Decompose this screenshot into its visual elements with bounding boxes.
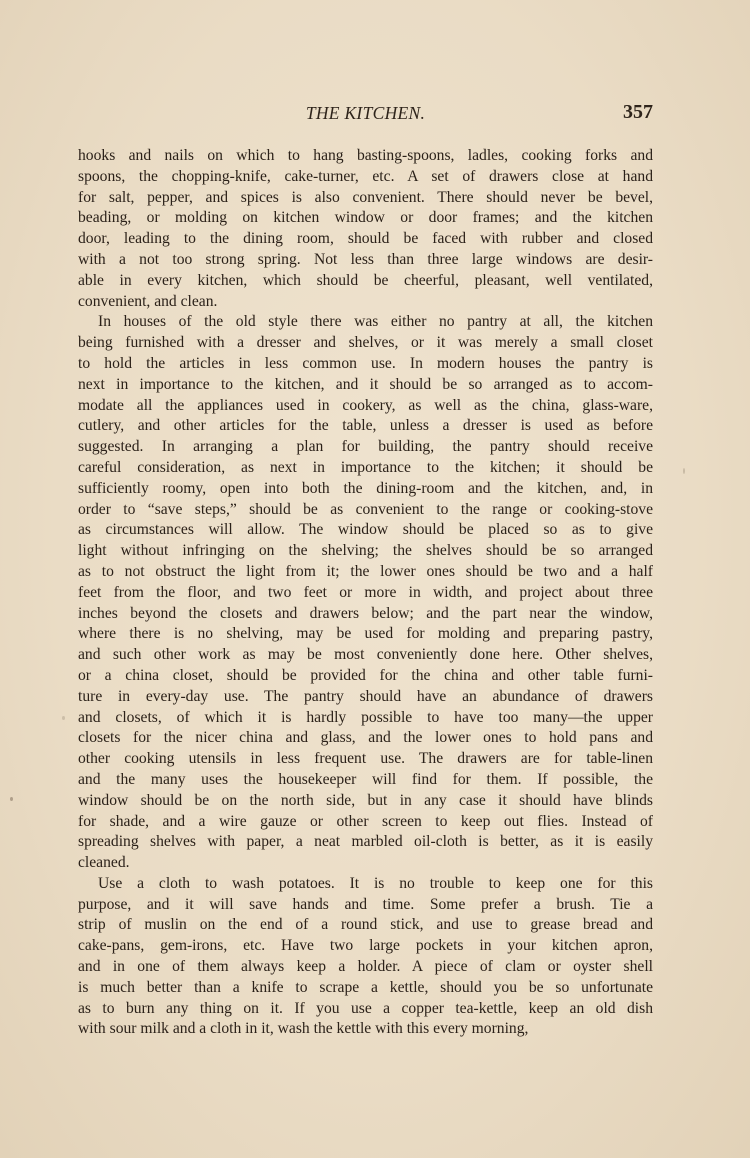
text-line: light without infringing on the shelving; the shelves should be so arranged bbox=[78, 542, 653, 560]
paper-speck bbox=[62, 716, 65, 720]
text-line: being furnished with a dresser and shelves, or it was merely a small closet bbox=[78, 334, 653, 352]
text-line: and in one of them always keep a holder. A piece of clam or oyster shell bbox=[78, 958, 653, 976]
text-line: strip of muslin on the end of a round stick, and use to grease bread and bbox=[78, 916, 653, 934]
page-number: 357 bbox=[623, 101, 653, 123]
text-line: suggested. In arranging a plan for building, the pantry should receive bbox=[78, 438, 653, 456]
text-line: careful consideration, as next in importance to the kitchen; it should be bbox=[78, 458, 653, 476]
text-line: closets for the nicer china and glass, and the lower ones to hold pans and bbox=[78, 729, 653, 747]
text-line: convenient, and clean. bbox=[78, 292, 218, 310]
text-line: sufficiently roomy, open into both the dining-room and the kitchen, and, in bbox=[78, 479, 653, 497]
text-line: to hold the articles in less common use. In modern houses the pantry is bbox=[78, 354, 653, 372]
text-line: cleaned. bbox=[78, 854, 130, 872]
text-line: for salt, pepper, and spices is also convenient. There should never be bevel, bbox=[78, 188, 653, 206]
paper-speck bbox=[683, 468, 685, 474]
running-title: THE KITCHEN. bbox=[305, 103, 426, 123]
paragraph bbox=[78, 874, 653, 1040]
text-line: window should be on the north side, but in any case it should have blinds bbox=[78, 791, 653, 809]
text-line: purpose, and it will save hands and time. Some prefer a brush. Tie a bbox=[78, 895, 653, 913]
text-line: order to “save steps,” should be as convenient to the range or cooking-stove bbox=[78, 500, 653, 518]
text-line: feet from the floor, and two feet or more in width, and project about three bbox=[78, 583, 653, 601]
text-line: Use a cloth to wash potatoes. It is no trouble to keep one for this bbox=[98, 874, 653, 892]
text-line: other cooking utensils in less frequent use. The drawers are for table-linen bbox=[78, 750, 653, 768]
paper-speck bbox=[10, 797, 13, 801]
running-head bbox=[78, 101, 653, 127]
text-line: where there is no shelving, may be used for molding and preparing pastry, bbox=[78, 625, 653, 643]
text-line: ture in every-day use. The pantry should have an abundance of drawers bbox=[78, 687, 653, 705]
text-line: or a china closet, should be provided for the china and other table furni- bbox=[78, 666, 653, 684]
paragraph bbox=[78, 312, 653, 874]
body-text bbox=[78, 146, 653, 1040]
text-line: modate all the appliances used in cookery, as well as the china, glass-ware, bbox=[78, 396, 653, 414]
paragraph bbox=[78, 146, 653, 312]
text-line: beading, or molding on kitchen window or door frames; and the kitchen bbox=[78, 209, 653, 227]
text-line: spoons, the chopping-knife, cake-turner, etc. A set of drawers close at hand bbox=[78, 167, 653, 185]
text-line: cutlery, and other articles for the table, unless a dresser is used as before bbox=[78, 417, 653, 435]
text-line: spreading shelves with paper, a neat marbled oil-cloth is better, as it is easily bbox=[78, 833, 653, 851]
text-line: as to burn any thing on it. If you use a copper tea-kettle, keep an old dish bbox=[78, 999, 653, 1017]
text-line: with sour milk and a cloth in it, wash the kettle with this every morning, bbox=[78, 1020, 529, 1038]
text-line: door, leading to the dining room, should be faced with rubber and closed bbox=[78, 230, 653, 248]
text-line: as to not obstruct the light from it; the lower ones should be two and a half bbox=[78, 562, 653, 580]
text-line: and such other work as may be most conveniently done here. Other shelves, bbox=[78, 646, 653, 664]
text-line: cake-pans, gem-irons, etc. Have two large pockets in your kitchen apron, bbox=[78, 937, 653, 955]
text-line: and the many uses the housekeeper will find for them. If possible, the bbox=[78, 770, 653, 788]
text-line: inches beyond the closets and drawers below; and the part near the window, bbox=[78, 604, 653, 622]
text-line: In houses of the old style there was either no pantry at all, the kitchen bbox=[98, 313, 653, 331]
text-line: and closets, of which it is hardly possible to have too many—the upper bbox=[78, 708, 653, 726]
text-line: hooks and nails on which to hang basting-spoons, ladles, cooking forks and bbox=[78, 147, 653, 164]
text-line: next in importance to the kitchen, and it should be so arranged as to accom- bbox=[78, 375, 653, 393]
text-line: as circumstances will allow. The window should be placed so as to give bbox=[78, 521, 653, 539]
text-line: able in every kitchen, which should be cheerful, pleasant, well ventilated, bbox=[78, 271, 653, 289]
text-line: for shade, and a wire gauze or other screen to keep out flies. Instead of bbox=[78, 812, 653, 830]
text-line: is much better than a knife to scrape a kettle, should you be so unfortunate bbox=[78, 978, 653, 996]
text-line: with a not too strong spring. Not less than three large windows are desir- bbox=[78, 250, 653, 268]
